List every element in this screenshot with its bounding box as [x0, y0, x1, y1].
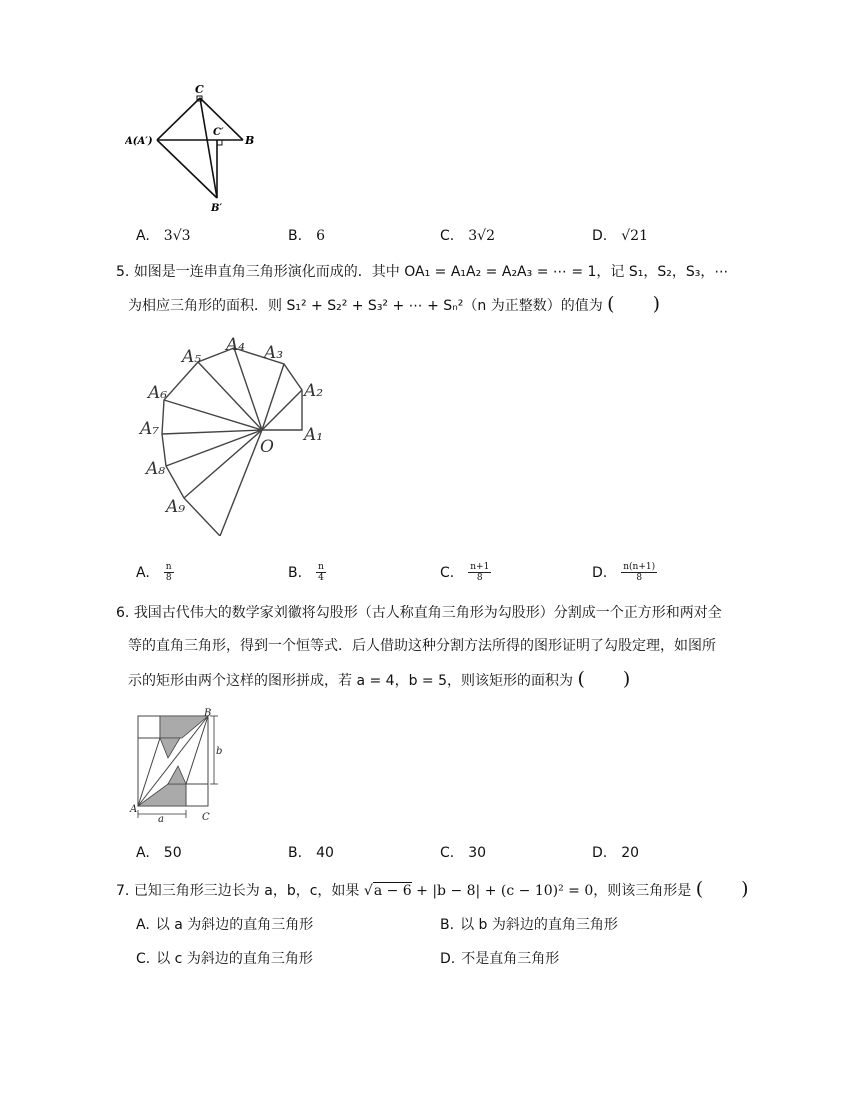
- q6-label-c-vertex: C: [202, 812, 210, 823]
- q6-label-a-vertex: A: [130, 804, 138, 815]
- q5-label-a6: A₆: [148, 383, 168, 403]
- q4-option-a[interactable]: A. 3√3: [136, 228, 191, 244]
- q5-label-o: O: [260, 437, 274, 457]
- fraction: $\frac{n}{8}$: [165, 562, 172, 583]
- q5-label-a4: A₄: [226, 335, 246, 355]
- q7-option-d[interactable]: D. 不是直角三角形: [440, 951, 560, 967]
- q7-option-a[interactable]: A. 以 a 为斜边的直角三角形: [136, 917, 314, 933]
- q7-stem: 7. 已知三角形三边长为 a，b，c，如果 √a − 6 + |b − 8| + (c − 10)² = 0，则该三角形是 ( ): [116, 878, 749, 900]
- fraction: $\frac{n+1}{8}$: [470, 562, 490, 583]
- fraction: $\frac{n}{4}$: [318, 562, 324, 583]
- q4-label-b-prime: B′: [211, 203, 223, 214]
- q6-label-a-length: a: [158, 814, 164, 825]
- q5-number: 5.: [116, 264, 130, 280]
- q6-stem-line3: 示的矩形由两个这样的图形拼成，若 a = 4，b = 5，则该矩形的面积为 ( ): [128, 668, 631, 690]
- q6-number: 6.: [116, 605, 130, 621]
- q4-label-a: A(A′): [125, 136, 153, 147]
- q7-option-b[interactable]: B. 以 b 为斜边的直角三角形: [440, 917, 618, 933]
- q6-option-a[interactable]: A. 50: [136, 845, 182, 861]
- q4-option-b[interactable]: B. 6: [288, 228, 325, 244]
- q6-label-b-vertex: B: [204, 708, 212, 719]
- q5-label-a9: A₉: [166, 497, 186, 517]
- q6-label-b-length: b: [216, 746, 223, 757]
- q4-option-c[interactable]: C. 3√2: [440, 228, 495, 244]
- q4-label-c-prime: C′: [213, 127, 224, 138]
- q5-answer-bracket[interactable]: ( ): [607, 293, 660, 315]
- q5-option-c[interactable]: C. $\frac{n+1}{8}$: [440, 562, 490, 583]
- q6-option-c[interactable]: C. 30: [440, 845, 487, 861]
- q7-answer-bracket[interactable]: ( ): [695, 878, 749, 900]
- q6-stem-line2: 等的直角三角形，得到一个恒等式．后人借助这种分割方法所得的图形证明了勾股定理，如图所: [128, 638, 716, 654]
- sqrt-sign: √: [363, 883, 373, 899]
- q4-label-b: B: [245, 134, 255, 147]
- q4-label-c: C: [195, 83, 204, 96]
- q7-option-c[interactable]: C. 以 c 为斜边的直角三角形: [136, 951, 313, 967]
- q5-option-d[interactable]: D. $\frac{n(n+1)}{8}$: [592, 562, 656, 583]
- q6-option-d[interactable]: D. 20: [592, 845, 640, 861]
- q5-option-a[interactable]: A. $\frac{n}{8}$: [136, 562, 172, 583]
- q6-answer-bracket[interactable]: ( ): [577, 668, 631, 690]
- q6-stem-line1: 6. 我国古代伟大的数学家刘徽将勾股形（古人称直角三角形为勾股形）分割成一个正方形和两对全: [116, 605, 722, 621]
- q5-label-a5: A₅: [182, 347, 202, 367]
- q5-label-a8: A₈: [146, 459, 166, 479]
- q5-label-a3: A₃: [264, 343, 284, 363]
- q5-stem-line2: 为相应三角形的面积．则 S₁² + S₂² + S₃² + ⋯ + Sₙ²（n 为正整数）的值为 ( ): [128, 293, 660, 315]
- q6-option-b[interactable]: B. 40: [288, 845, 334, 861]
- q5-label-a1: A₁: [304, 425, 324, 445]
- q4-option-d[interactable]: D. √21: [592, 228, 648, 244]
- sqrt-radicand: a − 6: [373, 883, 412, 899]
- fraction: $\frac{n(n+1)}{8}$: [623, 562, 656, 583]
- q5-label-a2: A₂: [304, 381, 324, 401]
- q5-label-a7: A₇: [140, 419, 160, 439]
- q5-spiral-figure: [138, 330, 338, 536]
- q5-option-b[interactable]: B. $\frac{n}{4}$: [288, 562, 324, 583]
- q6-rectangle-figure: [128, 708, 228, 826]
- q4-figure: [125, 80, 265, 215]
- q5-stem-line1: 5. 如图是一连串直角三角形演化而成的．其中 OA₁ = A₁A₂ = A₂A₃ = ⋯ = 1，记 S₁，S₂，S₃，⋯: [116, 264, 729, 280]
- q7-number: 7.: [116, 883, 130, 899]
